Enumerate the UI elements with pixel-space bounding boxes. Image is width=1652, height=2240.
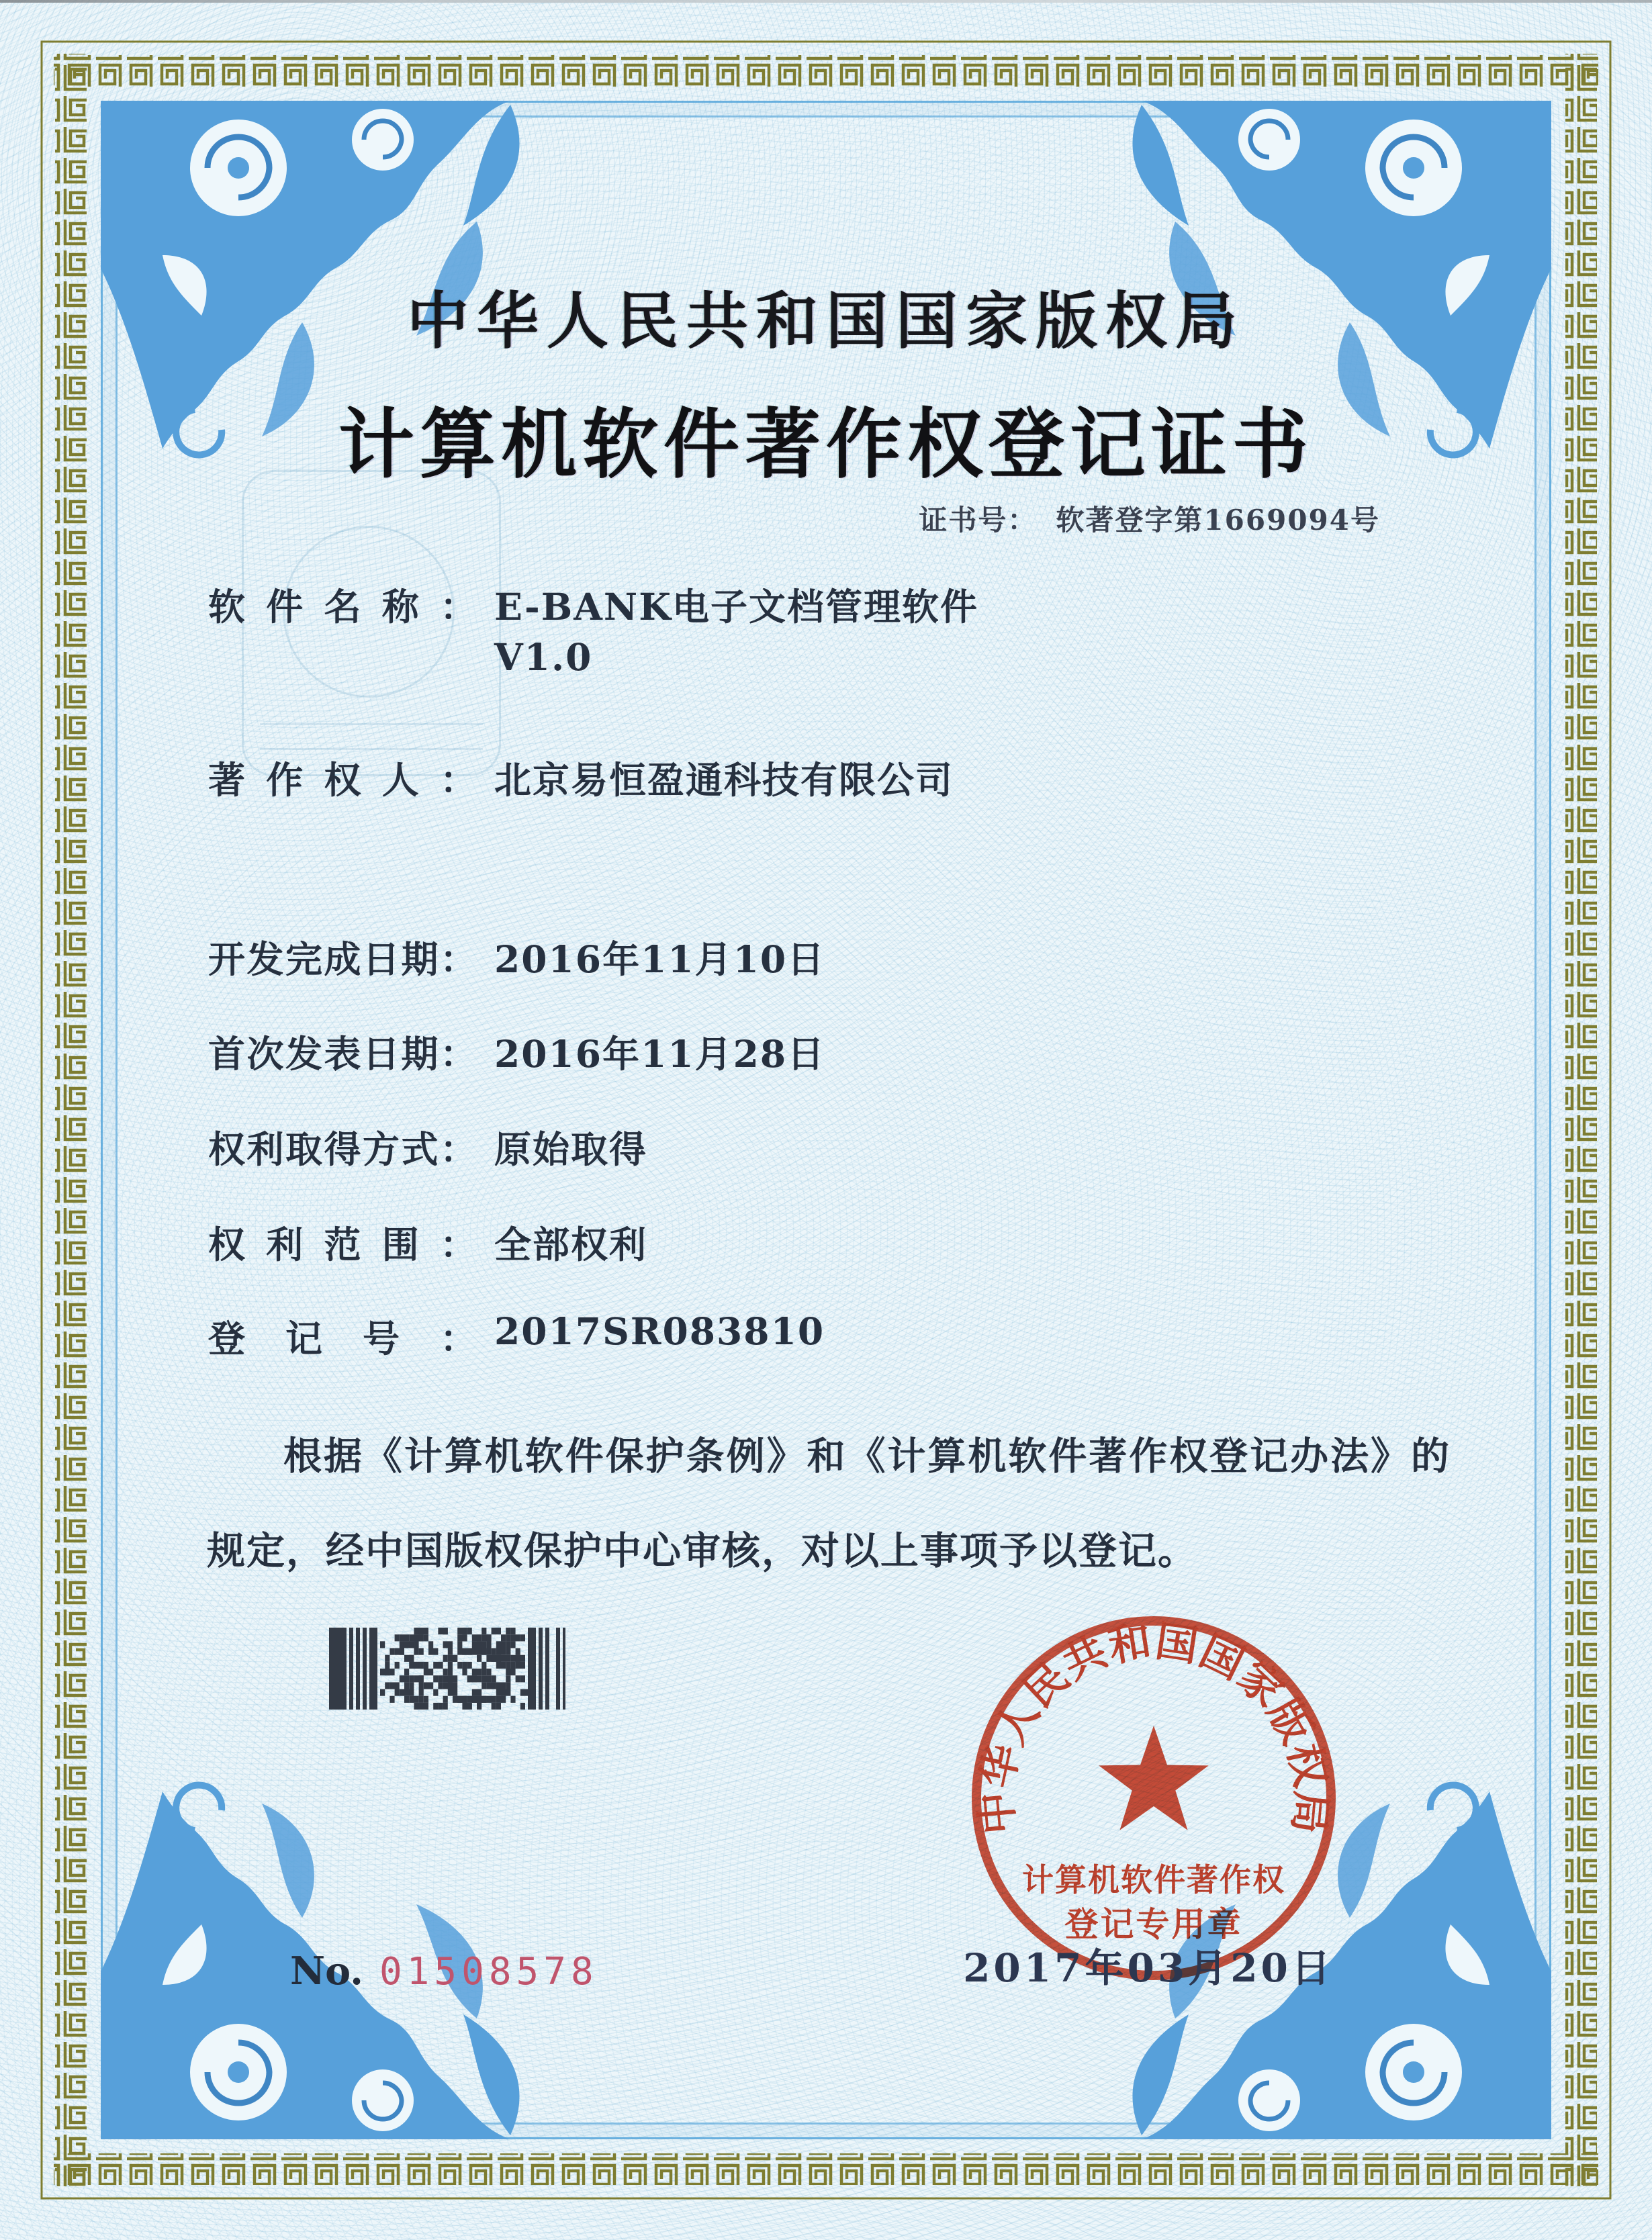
issue-date: 2017年03月20日: [963, 1945, 1334, 1991]
field-label: 开发完成日期：: [208, 937, 477, 981]
field-first-publish-date: [208, 1025, 825, 1078]
field-registration-number: [208, 1309, 825, 1362]
field-copyright-owner: [208, 751, 954, 804]
field-label: 权利范围：: [208, 1223, 477, 1266]
seal-ring-text: 中华人民共和国国家版权局: [970, 1616, 1337, 1836]
authority-title: 中华人民共和国国家版权局: [406, 285, 1245, 357]
field-label: 著作权人：: [208, 758, 477, 802]
field-label: 登记号：: [208, 1317, 477, 1360]
seal-star: [1099, 1726, 1209, 1830]
watermark-band: [260, 723, 483, 750]
serial-digits: 01508578: [379, 1950, 598, 1994]
field-software-version: V1.0: [494, 635, 593, 679]
seal-inner-line1: 计算机软件著作权: [1022, 1862, 1285, 1899]
registration-statement: 根据《计算机软件保护条例》和《计算机软件著作权登记办法》的规定，经中国版权保护中心审核，对以上事项予以登记。: [207, 1434, 1451, 1573]
field-dev-complete-date: [208, 930, 825, 983]
certificate-number-label: 证书号：: [919, 504, 1038, 536]
certificate-title: 计算机软件著作权登记证书: [338, 400, 1314, 489]
field-value: 2017SR083810: [494, 1309, 825, 1353]
field-value: 全部权利: [494, 1223, 648, 1266]
field-software-name: [208, 577, 978, 631]
field-value: 2016年11月28日: [494, 1032, 826, 1076]
field-label: 软件名称：: [208, 585, 477, 628]
field-label: 权利取得方式：: [208, 1127, 477, 1171]
field-label: 首次发表日期：: [208, 1032, 477, 1076]
field-value: 2016年11月10日: [494, 937, 826, 981]
certificate-number-line: [919, 498, 1380, 539]
certificate-number-value: 软著登字第1669094号: [1056, 504, 1380, 536]
seal-inner-line2: 登记专用章: [1064, 1904, 1243, 1944]
serial-label: No.: [290, 1949, 363, 1994]
field-value: 原始取得: [494, 1127, 648, 1171]
field-right-scope: [208, 1215, 647, 1268]
field-right-acquisition: [208, 1120, 647, 1173]
field-value: 北京易恒盈通科技有限公司: [494, 758, 954, 802]
serial-number-line: [290, 1949, 598, 1994]
field-value: E-BANK电子文档管理软件: [494, 585, 979, 628]
barcode: [329, 1628, 565, 1710]
